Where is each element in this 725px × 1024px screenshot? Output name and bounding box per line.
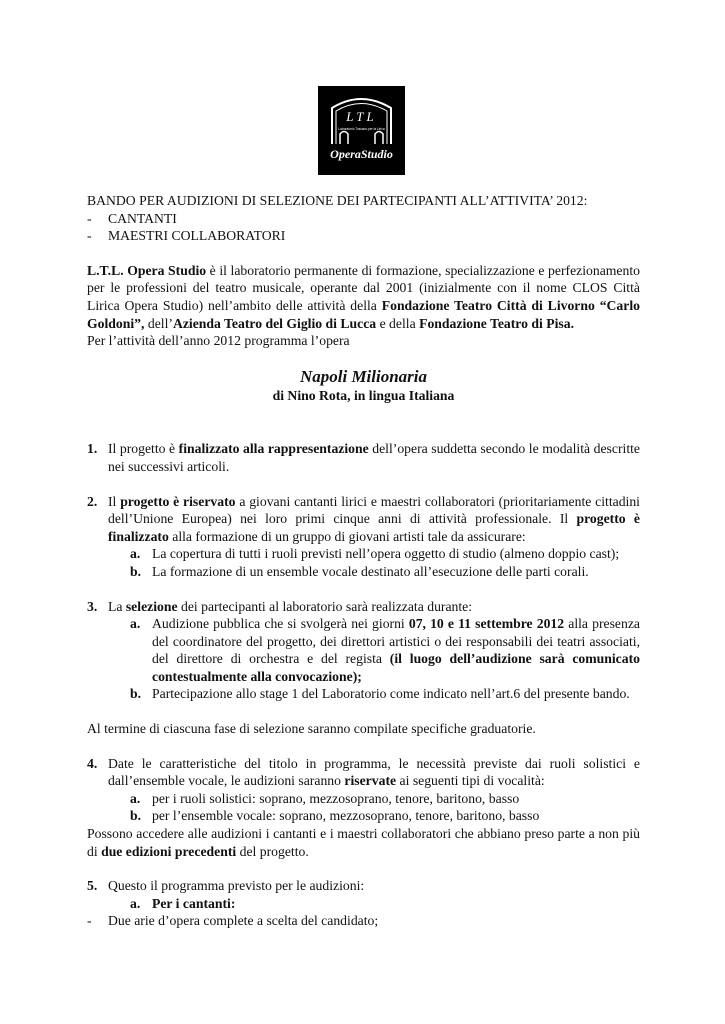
- article-4-item-b: b. per l’ensemble vocale: soprano, mezzosoprano, tenore, baritono, basso: [130, 808, 540, 824]
- logo-name: OperaStudio: [330, 147, 393, 161]
- theatre-building-logo-icon: [318, 86, 405, 175]
- article-3-item-a: a. Audizione pubblica che si svolgerà nei giorni 07, 10 e 11 settembre 2012 alla presenza del coordinatore del progetto, dei direttori artistici o dei responsabili dei teatri associati, del direttore di orchestra e del regista (il luogo dell’audizione sarà comunicato contestualmente alla convocazione);: [130, 616, 641, 684]
- opera-subtitle: di Nino Rota, in lingua Italiana: [272, 387, 455, 403]
- article-2-item-a: a. La copertura di tutti i ruoli previsti nell’opera oggetto di studio (almeno doppio cast);: [130, 546, 620, 562]
- opera-title: Napoli Milionaria: [299, 366, 428, 386]
- audition-category: - MAESTRI COLLABORATORI: [87, 228, 286, 244]
- article-5-dash-item: - Due arie d’opera complete a scelta del candidato;: [87, 913, 379, 929]
- intro-paragraph: L.T.L. Opera Studio è il laboratorio permanente di formazione, specializzazione e perfezionamento per le professioni del teatro musicale, operante dal 2001 (inizialmente con il nome CLOS Città Lirica Opera Studio) nell’ambito delle attività della Fondazione Teatro Città di Livorno “Carlo Goldoni”, dell’Azienda Teatro del Giglio di Lucca e della Fondazione Teatro di Pisa.: [87, 262, 640, 331]
- article-5-item-a: a. Per i cantanti:: [130, 895, 236, 911]
- article-4: 4. Date le caratteristiche del titolo in programma, le necessità previste dai ruoli solistici e dall’ensemble vocale, le audizioni saranno riservate ai seguenti tipi di vocalità:: [87, 755, 640, 789]
- logo-tagline: Laboratorio Toscano per la Lirica: [338, 127, 385, 131]
- article-4-eligibility: Possono accedere alle audizioni i cantanti e i maestri collaboratori che abbiano preso parte a non più di due edizioni precedenti del progetto.: [87, 826, 640, 859]
- document-body: [87, 192, 640, 930]
- logo-letters: LTL: [346, 109, 377, 124]
- article-2: 2. Il progetto è riservato a giovani cantanti lirici e maestri collaboratori (prioritariamente cittadini dell’Unione Europea) nei loro primi cinque anni di attività professionale. Il progetto è finalizzato alla formazione di un gruppo di giovani artisti tale da assicurare:: [87, 493, 640, 544]
- audition-category: - CANTANTI: [87, 210, 177, 226]
- article-3: 3. La selezione dei partecipanti al laboratorio sarà realizzata durante:: [87, 598, 473, 614]
- article-4-item-a: a. per i ruoli solistici: soprano, mezzosoprano, tenore, baritono, basso: [130, 790, 520, 806]
- ltl-opera-studio-logo: [318, 86, 405, 175]
- article-5: 5. Questo il programma previsto per le audizioni:: [87, 878, 365, 894]
- program-line: Per l’attività dell’anno 2012 programma l’opera: [87, 333, 350, 349]
- announcement-title: BANDO PER AUDIZIONI DI SELEZIONE DEI PARTECIPANTI ALL’ATTIVITA’ 2012:: [87, 193, 588, 208]
- article-3-item-b: b. Partecipazione allo stage 1 del Laboratorio come indicato nell’art.6 del presente bando.: [130, 686, 630, 702]
- closing-note: Al termine di ciascuna fase di selezione saranno compilate specifiche graduatorie.: [87, 721, 536, 737]
- article-2-item-b: b. La formazione di un ensemble vocale destinato all’esecuzione delle parti corali.: [130, 563, 589, 579]
- article-1: 1. Il progetto è finalizzato alla rappresentazione dell’opera suddetta secondo le modalità descritte nei successivi articoli.: [87, 441, 641, 474]
